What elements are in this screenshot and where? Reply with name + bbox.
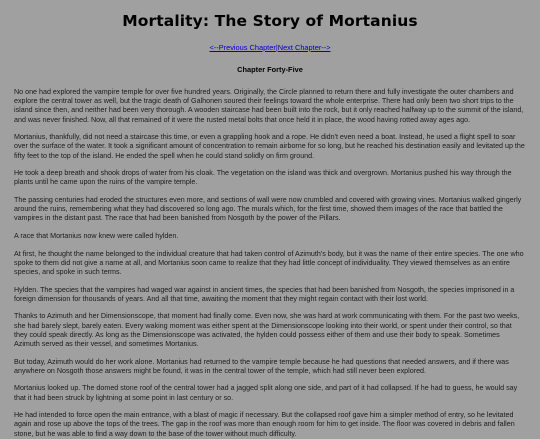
paragraph: He took a deep breath and shook drops of water from his cloak. The vegetation on the island was thick and overgrown. Mortanius pushed his way through the plants until he came upon the ruins of the vampire temple. [14, 169, 512, 187]
paragraph: Thanks to Azimuth and her Dimensionscope, that moment had finally come. Even now, she was hard at work communicating with them. For the past two weeks, she had barely slept, barely eaten. Every waking moment was either spent at the Dimensionscope looking into their world, or spent under their control, so that they could speak directly. As long as the Dimensionscope was activated, the hylden could possess either of them and use their body to speak. Sometimes Azimuth served as their vessel, and sometimes Mortanius. [14, 312, 520, 348]
previous-chapter-link[interactable]: <--Previous Chapter [209, 43, 276, 52]
paragraph: Mortanius, thankfully, did not need a staircase this time, or even a grappling hook and a rope. He didn't even need a boat. Instead, he used a flight spell to soar over the surface of the water. It took a significant amount of concentration to remain airborne for so long, but he reached his destination easily and levitated up the fifty feet to the top of the island. He ended the spell when he could stand solidly on firm ground. [14, 133, 525, 160]
next-chapter-link[interactable]: Next Chapter--> [277, 43, 331, 52]
paragraph: He had intended to force open the main entrance, with a blast of magic if necessary. But the collapsed roof gave him a simpler method of entry, so he levitated again and rose up above the tops of the trees. The gap in the roof was more than enough room for him to get inside. The floor was covered in debris and fallen stone, but he was able to find a way down to the base of the tower without much difficulty. [14, 411, 515, 438]
paragraph: But today, Azimuth would do her work alone. Mortanius had returned to the vampire temple because he had questions that needed answers, and if there was anywhere on Nosgoth those answers might be found, it was in the central tower of the temple, which had still never been explored. [14, 357, 509, 375]
paragraph: A race that Mortanius now knew were called hylden. [14, 232, 179, 240]
paragraph: Hylden. The species that the vampires had waged war against in ancient times, the species that had been banished from Nosgoth, the species imprisoned in a foreign dimension for thousands of years. And all that time, awaiting the moment that they might regain contact with their lost world. [14, 285, 515, 303]
paragraph: At first, he thought the name belonged to the individual creature that had taken control of Azimuth's body, but it was the name of their entire species. The one who spoke to them did not give a name at all, and Mortanius soon came to realize that they had little concept of individuality. They viewed themselves as an entire species, and spoke in such terms. [14, 249, 524, 276]
paragraph: No one had explored the vampire temple for over five hundred years. Originally, the Circle planned to return there and fully investigate the outer chambers and explore the central tower as well, but the tragic death of Galhonen soured their feelings toward the whole enterprise. There had only been two short trips to the island since then, and neither had been very thorough. A wooden staircase had been built into the rock, but it only reached halfway up to the summit of the island, and was never finished. Now, all that remained of it were the rusted metal bolts that once held it in place, the wood having rotted away ages ago. [14, 88, 524, 124]
paragraph: Mortanius looked up. The domed stone roof of the central tower had a jagged split along one side, and part of it had collapsed. If he had to guess, he would say that it had been struck by lightning at some point in last century or so. [14, 384, 518, 402]
chapter-navigation [0, 43, 540, 52]
paragraph: The passing centuries had eroded the structures even more, and sections of wall were now crumbled and covered with growing vines. Mortanius walked gingerly around the ruins, remembering what they had discovered so long ago. The murals which, for the first time, showed them images of the race that battled the vampires in the distant past. The race that had been banished from Nosgoth by the power of the Pillars. [14, 196, 522, 223]
chapter-heading: Chapter Forty-Five [237, 65, 303, 74]
chapter-text [0, 88, 540, 439]
nav-separator: | [275, 43, 278, 52]
page-title: Mortality: The Story of Mortanius [122, 12, 418, 30]
